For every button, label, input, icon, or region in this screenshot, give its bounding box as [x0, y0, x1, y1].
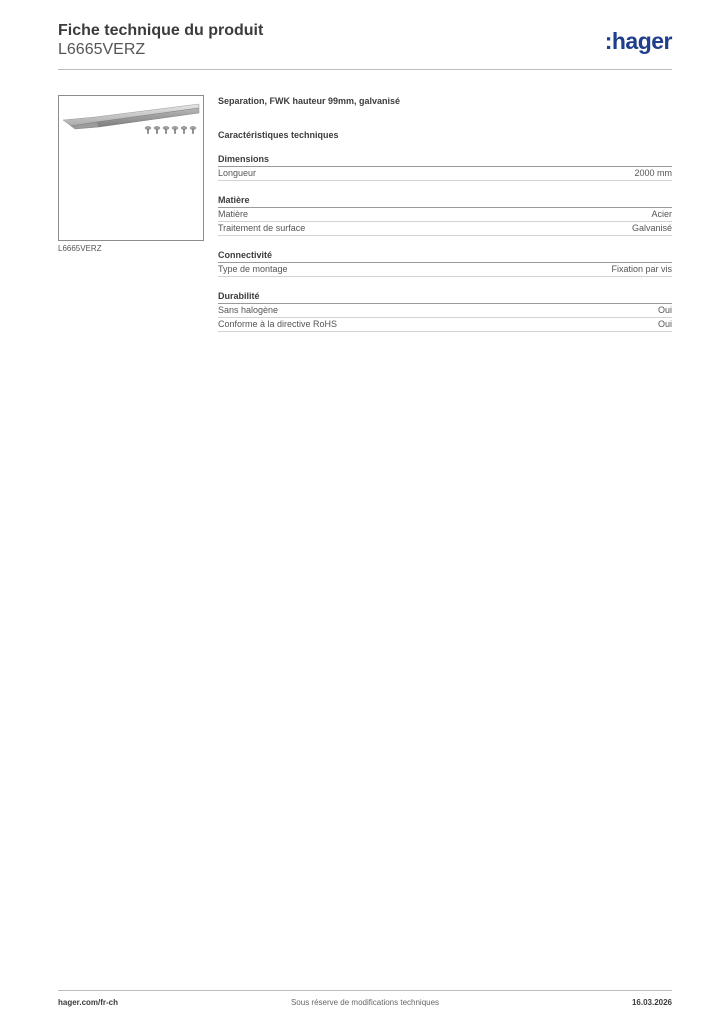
- document-title: Fiche technique du produit: [58, 22, 264, 39]
- product-name: Separation, FWK hauteur 99mm, galvanisé: [218, 96, 401, 106]
- group-title: Matière: [218, 195, 672, 208]
- footer-date: 16.03.2026: [631, 998, 672, 1007]
- spec-value: 2000 mm: [634, 168, 672, 178]
- spec-label: Type de montage: [218, 264, 288, 274]
- spec-value: Oui: [657, 319, 672, 329]
- spec-row: [218, 167, 672, 181]
- spec-value: Oui: [657, 305, 672, 315]
- document-header: [58, 22, 672, 68]
- spec-group-connectivity: [218, 250, 672, 277]
- footer-website: hager.com/fr-ch: [58, 998, 119, 1007]
- footer-divider: [58, 990, 672, 991]
- metal-profile-with-screws-icon: [59, 96, 203, 240]
- header-divider: [58, 69, 672, 70]
- hager-logo: :hager: [604, 28, 672, 54]
- spec-label: Matière: [218, 209, 249, 219]
- spec-value: Fixation par vis: [611, 264, 672, 274]
- spec-label: Traitement de surface: [218, 223, 306, 233]
- specs-title: Caractéristiques techniques: [218, 130, 339, 140]
- spec-group-dimensions: [218, 154, 672, 181]
- spec-group-material: [218, 195, 672, 236]
- spec-row: [218, 304, 672, 318]
- spec-label: Sans halogène: [218, 305, 279, 315]
- spec-label: Longueur: [218, 168, 257, 178]
- spec-content: [218, 96, 672, 332]
- spec-row: [218, 208, 672, 222]
- document-footer: [58, 998, 672, 1010]
- logo-text: hager: [611, 28, 672, 54]
- spec-row: [218, 263, 672, 277]
- group-title: Connectivité: [218, 250, 672, 263]
- group-title: Durabilité: [218, 291, 672, 304]
- product-image: [58, 95, 204, 241]
- spec-row: [218, 222, 672, 236]
- product-code: L6665VERZ: [58, 41, 146, 58]
- spec-value: Acier: [651, 209, 672, 219]
- group-title: Dimensions: [218, 154, 672, 167]
- spec-label: Conforme à la directive RoHS: [218, 319, 338, 329]
- spec-value: Galvanisé: [631, 223, 672, 233]
- spec-row: [218, 318, 672, 332]
- spec-group-durability: [218, 291, 672, 332]
- image-caption: L6665VERZ: [58, 244, 102, 253]
- footer-disclaimer: Sous réserve de modifications techniques: [290, 998, 440, 1007]
